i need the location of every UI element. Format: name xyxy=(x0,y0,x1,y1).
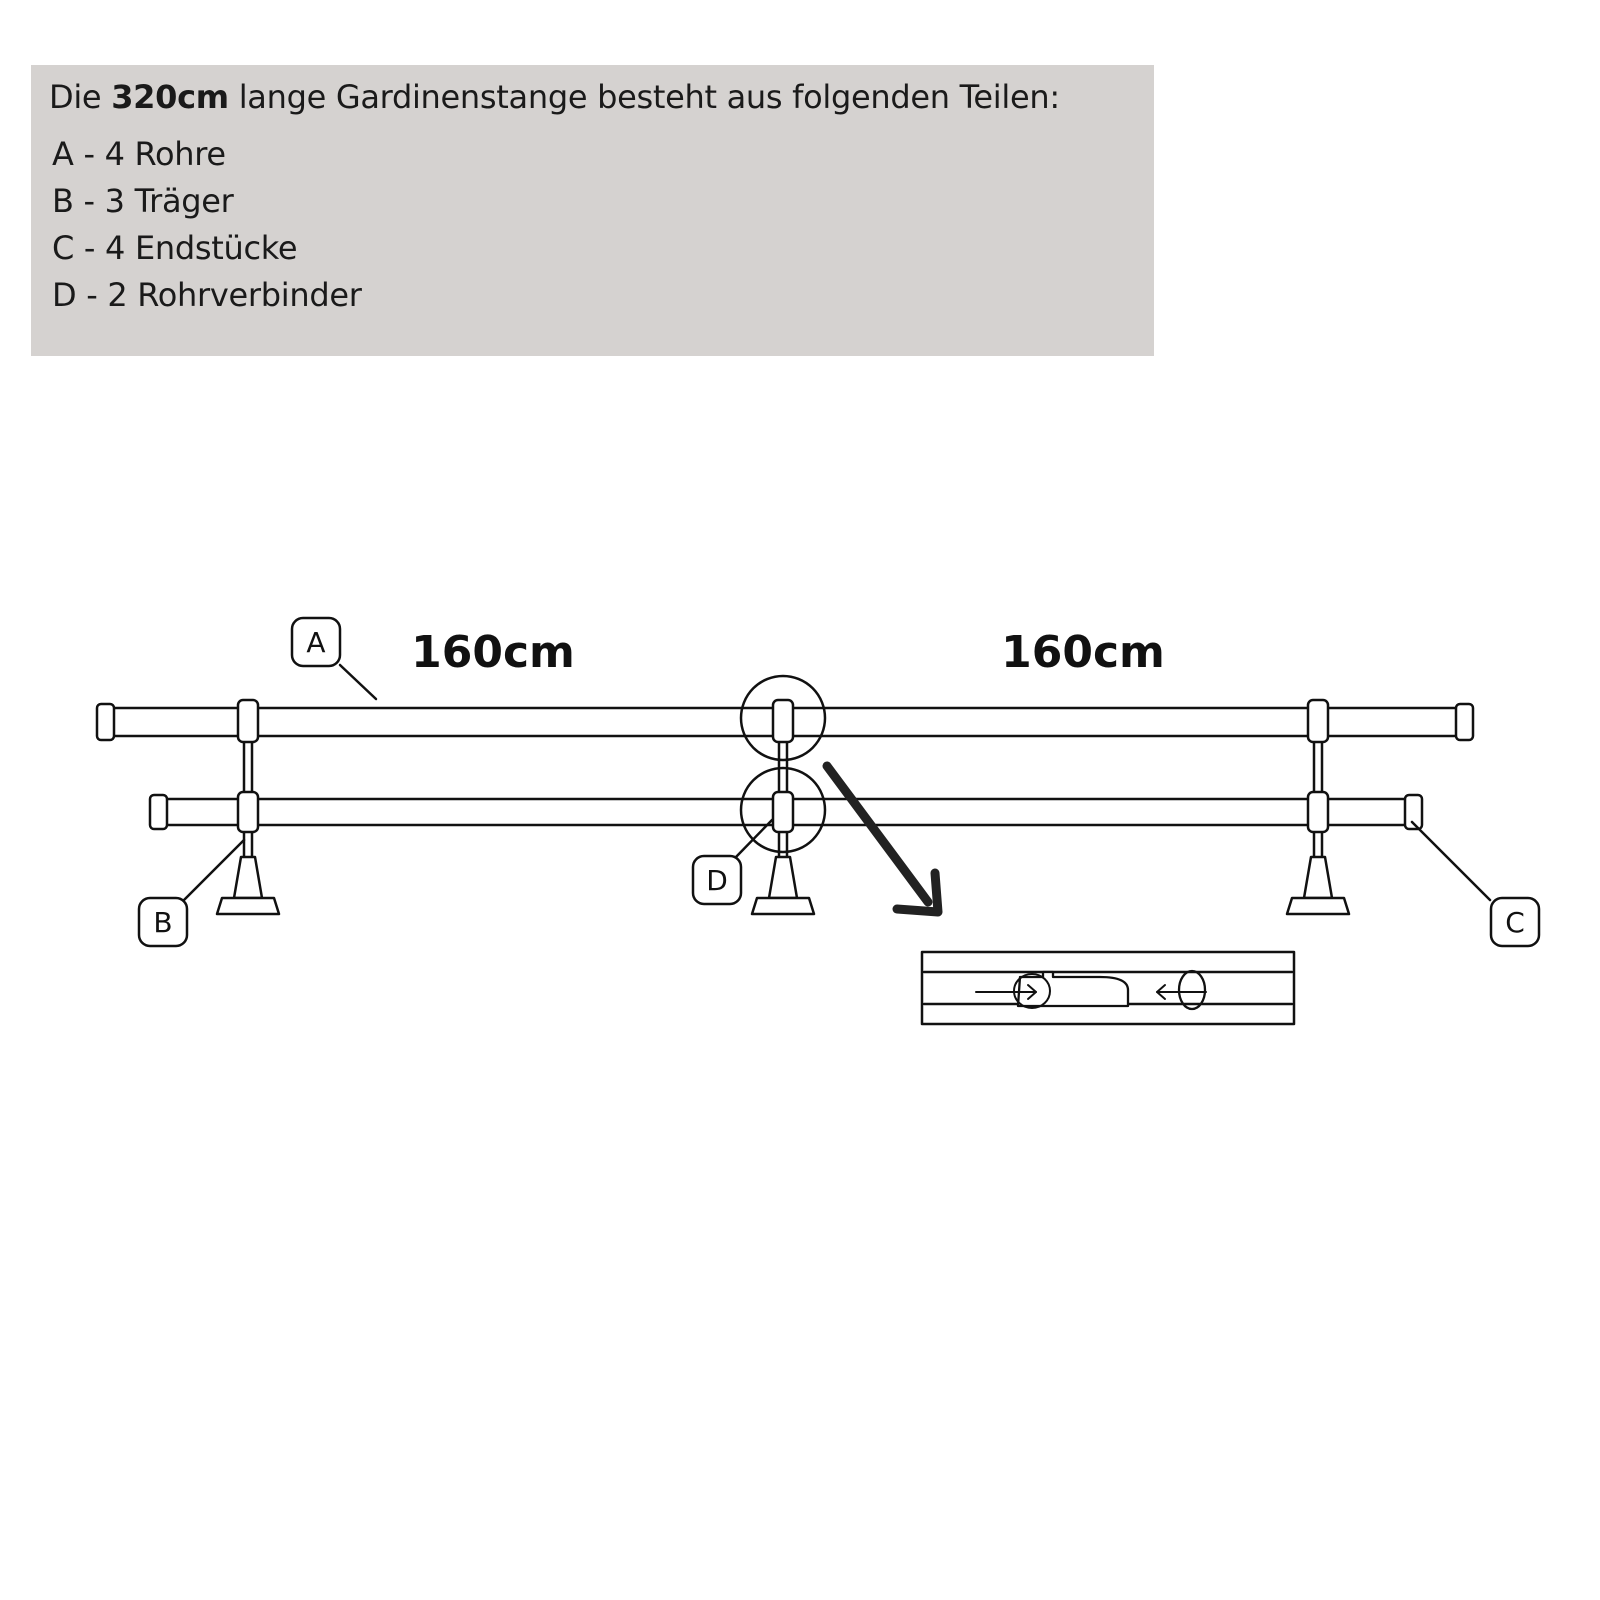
part-item-d: D - 2 Rohrverbinder xyxy=(52,276,362,314)
end-cap-lower-left xyxy=(150,795,167,829)
callout-label-b: B xyxy=(153,906,173,939)
callout-label-a: A xyxy=(306,626,326,659)
end-cap-upper-right xyxy=(1456,704,1473,740)
part-item-a: A - 4 Rohre xyxy=(52,135,226,173)
dimension-label-left: 160cm xyxy=(411,627,575,678)
headline-length: 320cm xyxy=(111,78,229,116)
part-item-c: C - 4 Endstücke xyxy=(52,229,298,267)
leader-line-a xyxy=(340,665,376,699)
connector-detail-view xyxy=(922,952,1294,1024)
part-item-b: B - 3 Träger xyxy=(52,182,234,220)
connector-piece xyxy=(1018,972,1128,1006)
end-cap-upper-left xyxy=(97,704,114,740)
detail-arrow xyxy=(827,766,938,912)
headline-post: lange Gardinenstange besteht aus folgenden Teilen: xyxy=(228,78,1060,116)
headline-pre: Die xyxy=(49,78,112,116)
dimension-label-right: 160cm xyxy=(1001,627,1165,678)
callout-label-d: D xyxy=(706,864,728,897)
leader-line-c xyxy=(1412,822,1490,900)
callout-label-c: C xyxy=(1505,906,1525,939)
